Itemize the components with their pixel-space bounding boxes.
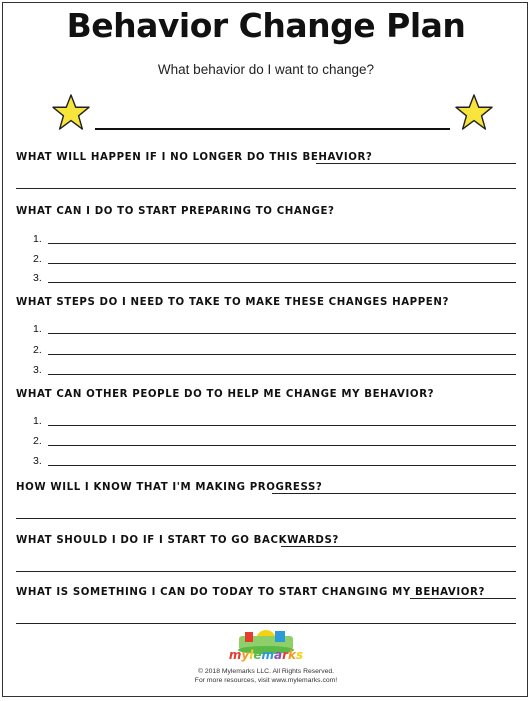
answer-line-steps-2[interactable]: [48, 354, 516, 355]
logo-letter: k: [288, 648, 296, 662]
question-today: WHAT IS SOMETHING I CAN DO TODAY TO START CHANGING MY BEHAVIOR?: [16, 587, 485, 598]
list-number: 1.: [33, 323, 42, 335]
logo-letter: m: [261, 648, 274, 662]
star-right-icon: [455, 94, 493, 130]
logo-wordmark: [0, 648, 532, 662]
answer-line-consequences[interactable]: [16, 188, 516, 189]
answer-line-steps-1[interactable]: [48, 333, 516, 334]
logo-wordmark-text: [229, 648, 303, 662]
answer-line-progress[interactable]: [16, 518, 516, 519]
question-steps: WHAT STEPS DO I NEED TO TAKE TO MAKE THESE CHANGES HAPPEN?: [16, 297, 450, 308]
logo-letter: l: [249, 648, 254, 662]
question-consequences: WHAT WILL HAPPEN IF I NO LONGER DO THIS BEHAVIOR?: [16, 152, 373, 163]
answer-line-preparing-3[interactable]: [48, 282, 516, 283]
answer-line-steps-3[interactable]: [48, 374, 516, 375]
page-subtitle: What behavior do I want to change?: [157, 62, 375, 77]
logo-letter: s: [295, 648, 304, 662]
logo-letter: r: [282, 648, 288, 662]
question-progress: HOW WILL I KNOW THAT I'M MAKING PROGRESS?: [16, 482, 323, 493]
list-number: 3.: [33, 455, 42, 467]
answer-line-other-people-1[interactable]: [48, 425, 516, 426]
copyright-text: © 2018 Mylemarks LLC. All Rights Reserved.: [197, 668, 335, 675]
list-number: 3.: [33, 364, 42, 376]
logo-letter: y: [241, 648, 250, 662]
answer-line-today-inline[interactable]: [410, 598, 516, 599]
question-preparing: WHAT CAN I DO TO START PREPARING TO CHANGE?: [16, 206, 335, 217]
list-number: 1.: [33, 415, 42, 427]
list-number: 3.: [33, 272, 42, 284]
logo-letter: e: [253, 648, 262, 662]
logo-letter: a: [273, 648, 283, 662]
answer-line-backwards[interactable]: [16, 571, 516, 572]
answer-line-backwards-inline[interactable]: [281, 546, 516, 547]
list-number: 2.: [33, 344, 42, 356]
answer-line-other-people-3[interactable]: [48, 465, 516, 466]
answer-line-today[interactable]: [16, 623, 516, 624]
page-title: Behavior Change Plan: [66, 6, 466, 45]
behavior-answer-line[interactable]: [95, 128, 450, 130]
logo-letter: m: [228, 648, 242, 662]
answer-line-progress-inline[interactable]: [272, 493, 516, 494]
answer-line-preparing-2[interactable]: [48, 263, 516, 264]
answer-line-consequences-inline[interactable]: [316, 163, 516, 164]
question-other-people: WHAT CAN OTHER PEOPLE DO TO HELP ME CHANGE MY BEHAVIOR?: [16, 389, 435, 400]
resources-text: For more resources, visit www.mylemarks.com!: [194, 677, 338, 684]
answer-line-preparing-1[interactable]: [48, 243, 516, 244]
list-number: 1.: [33, 233, 42, 245]
list-number: 2.: [33, 435, 42, 447]
list-number: 2.: [33, 253, 42, 265]
answer-line-other-people-2[interactable]: [48, 445, 516, 446]
star-left-icon: [52, 94, 90, 130]
question-backwards: WHAT SHOULD I DO IF I START TO GO BACKWARDS?: [16, 535, 339, 546]
